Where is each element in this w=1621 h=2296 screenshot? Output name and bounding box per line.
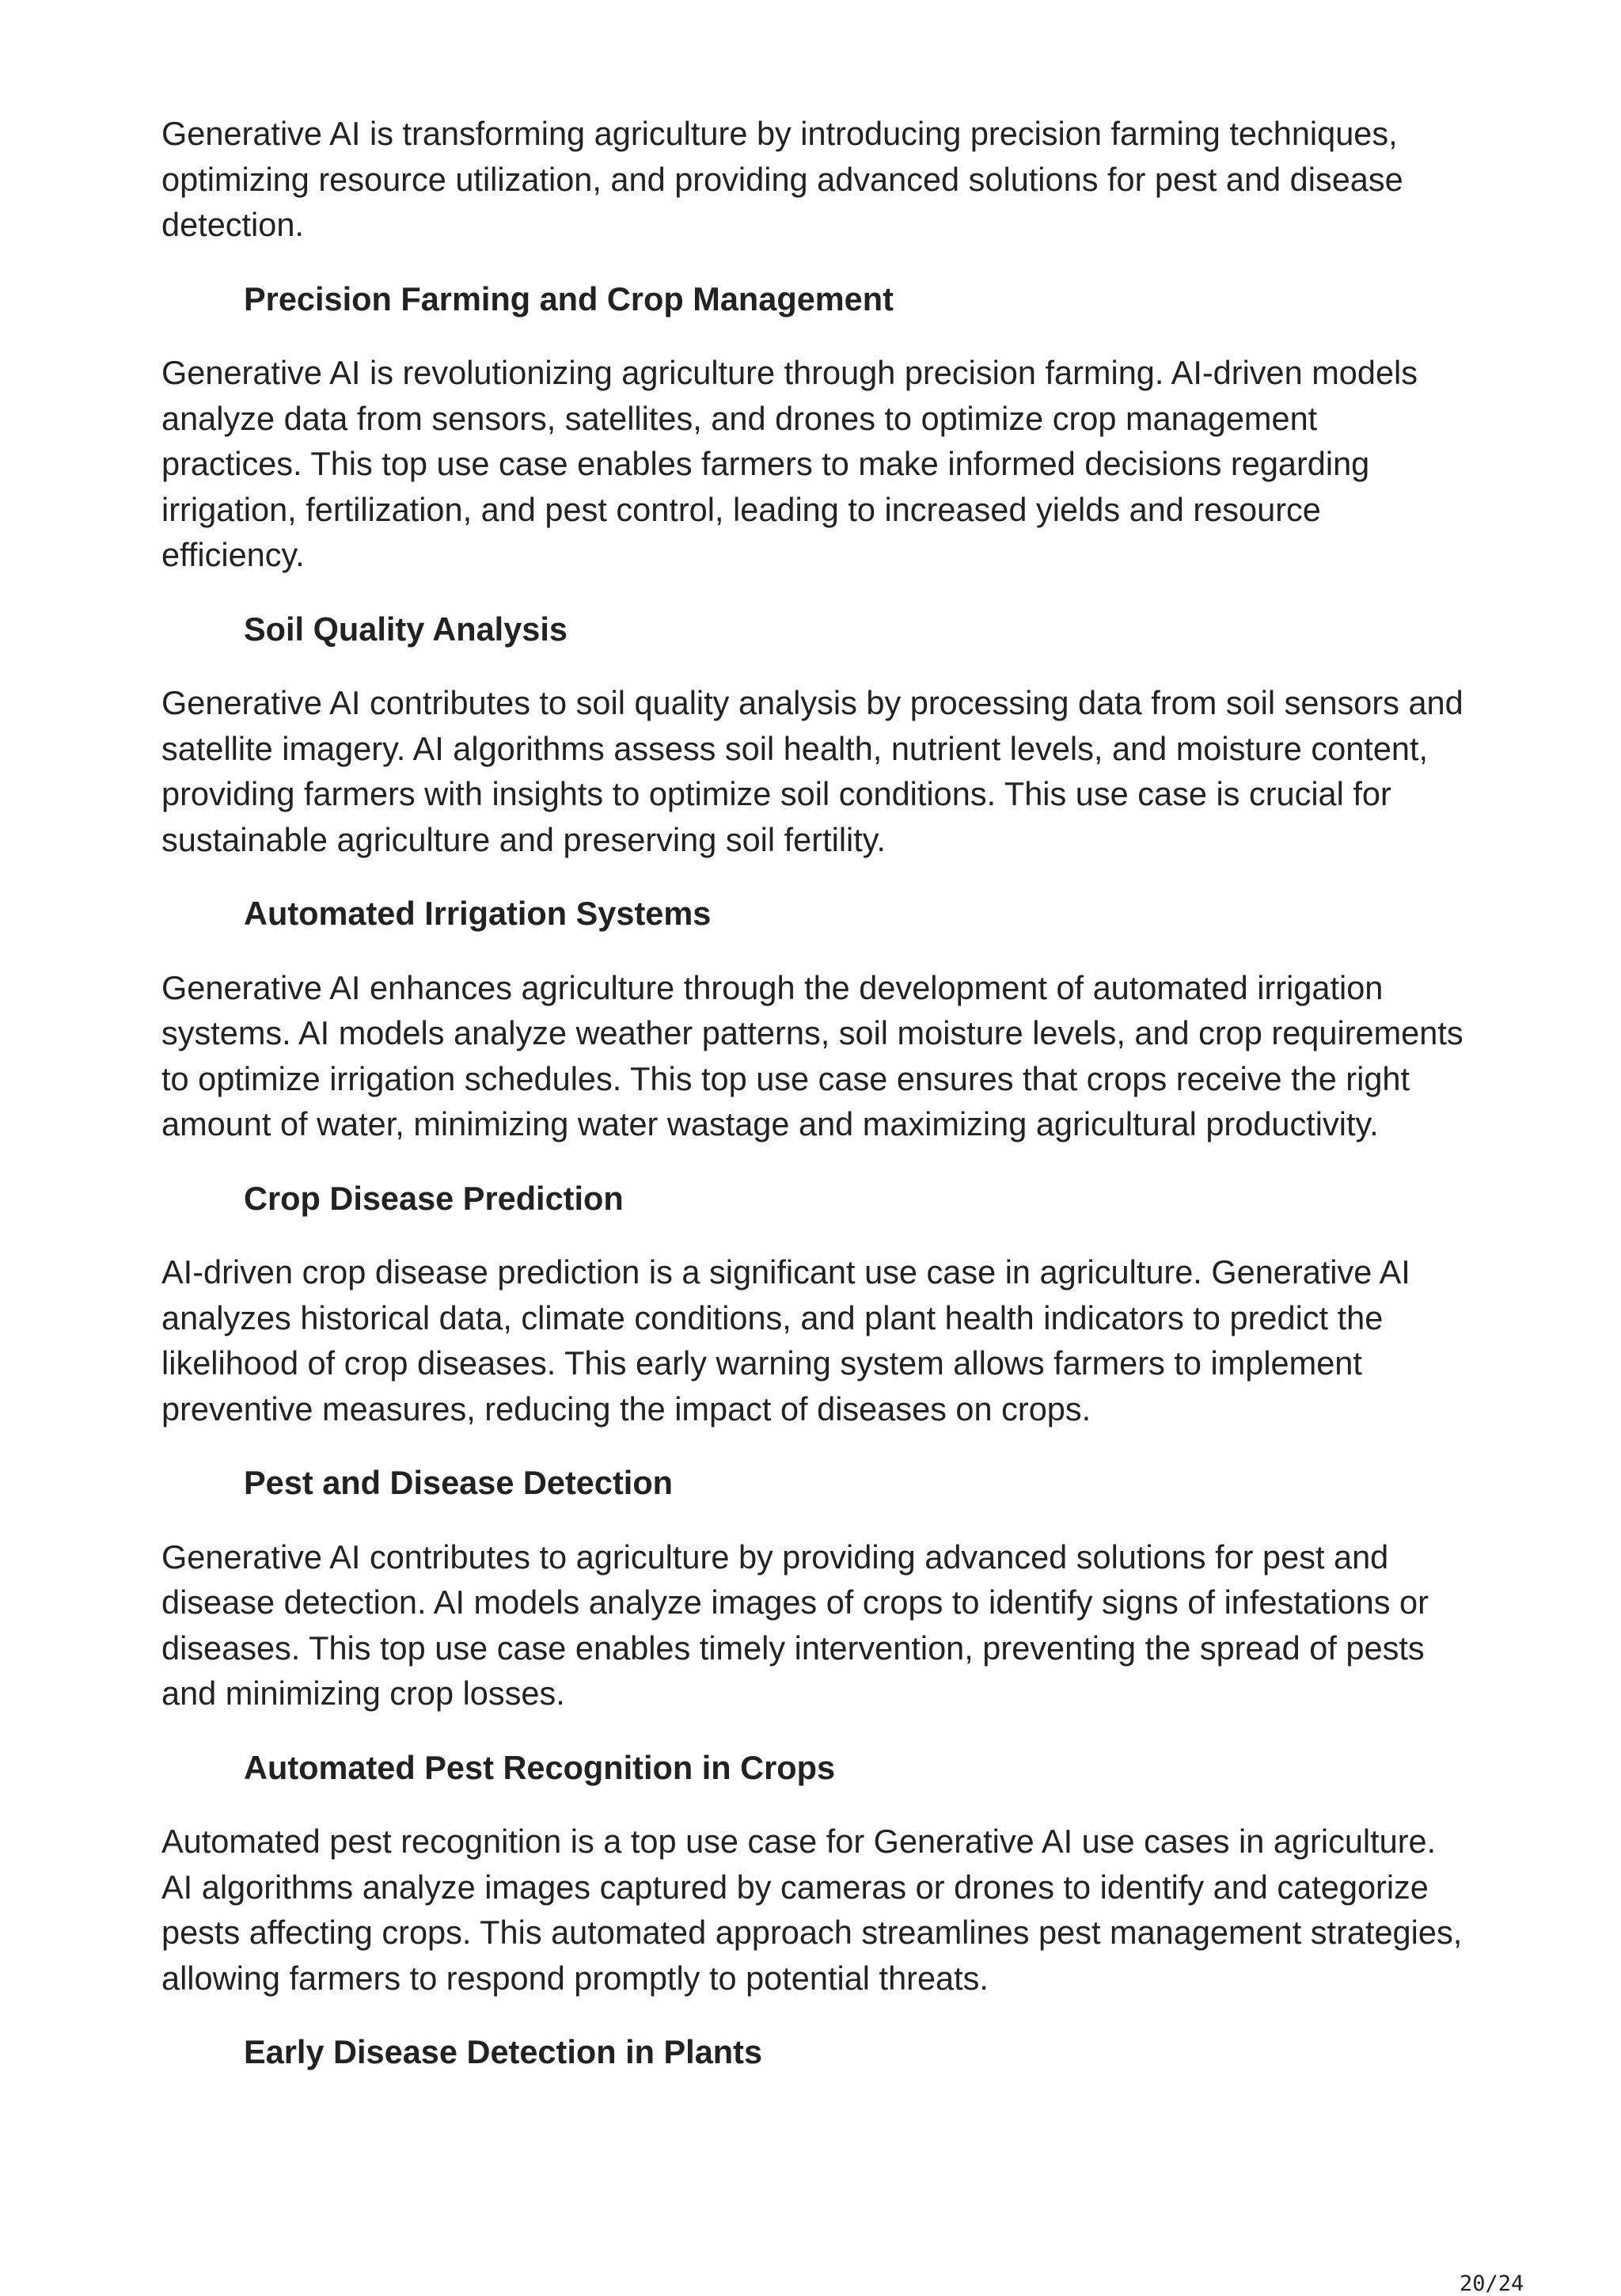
section-heading-automated-pest-recognition: Automated Pest Recognition in Crops [244,1748,836,1786]
document-content [161,111,1491,2075]
intro-paragraph: Generative AI is transforming agriculture by introducing precision farming techniques, optimizing resource utilization, and providing advanced solutions for pest and disease detection. [161,115,1403,243]
section-heading-crop-disease-prediction: Crop Disease Prediction [244,1179,624,1217]
section-heading-soil-quality: Soil Quality Analysis [244,610,568,648]
page-number: 20/24 [1460,2271,1524,2296]
section-heading-early-disease-detection: Early Disease Detection in Plants [244,2033,763,2070]
section-body-crop-disease-prediction: AI-driven crop disease prediction is a significant use case in agriculture. Generative AI analyzes historical data, climate conditions, and plant health indicators to predict the likelihood of crop diseases. This early warning system allows farmers to implement preventive measures, reducing the impact of diseases on crops. [161,1253,1410,1427]
section-body-automated-irrigation: Generative AI enhances agriculture through the development of automated irrigation systems. AI models analyze weather patterns, soil moisture levels, and crop requirements to optimize irrigation schedules. This top use case ensures that crops receive the right amount of water, minimizing water wastage and maximizing agricultural productivity. [161,968,1463,1142]
section-heading-pest-disease-detection: Pest and Disease Detection [244,1464,674,1501]
section-body-pest-disease-detection: Generative AI contributes to agriculture by providing advanced solutions for pest and disease detection. AI models analyze images of crops to identify signs of infestations or diseases. This top use case enables timely intervention, preventing the spread of pests and minimizing crop losses. [161,1538,1429,1712]
section-heading-automated-irrigation: Automated Irrigation Systems [244,895,712,932]
section-body-soil-quality: Generative AI contributes to soil quality analysis by processing data from soil sensors and satellite imagery. AI algorithms assess soil health, nutrient levels, and moisture content, providing farmers with insights to optimize soil conditions. This use case is crucial for sustainable agriculture and preserving soil fertility. [161,684,1463,858]
section-body-automated-pest-recognition: Automated pest recognition is a top use case for Generative AI use cases in agriculture. AI algorithms analyze images captured by cameras or drones to identify and categorize pests affecting crops. This automated approach streamlines pest management strategies, allowing farmers to respond promptly to potential threats. [161,1823,1463,1997]
section-body-precision-farming: Generative AI is revolutionizing agriculture through precision farming. AI-driven models analyze data from sensors, satellites, and drones to optimize crop management practices. This top use case enables farmers to make informed decisions regarding irrigation, fertilization, and pest control, leading to increased yields and resource efficiency. [161,354,1418,573]
section-heading-precision-farming: Precision Farming and Crop Management [244,279,894,317]
